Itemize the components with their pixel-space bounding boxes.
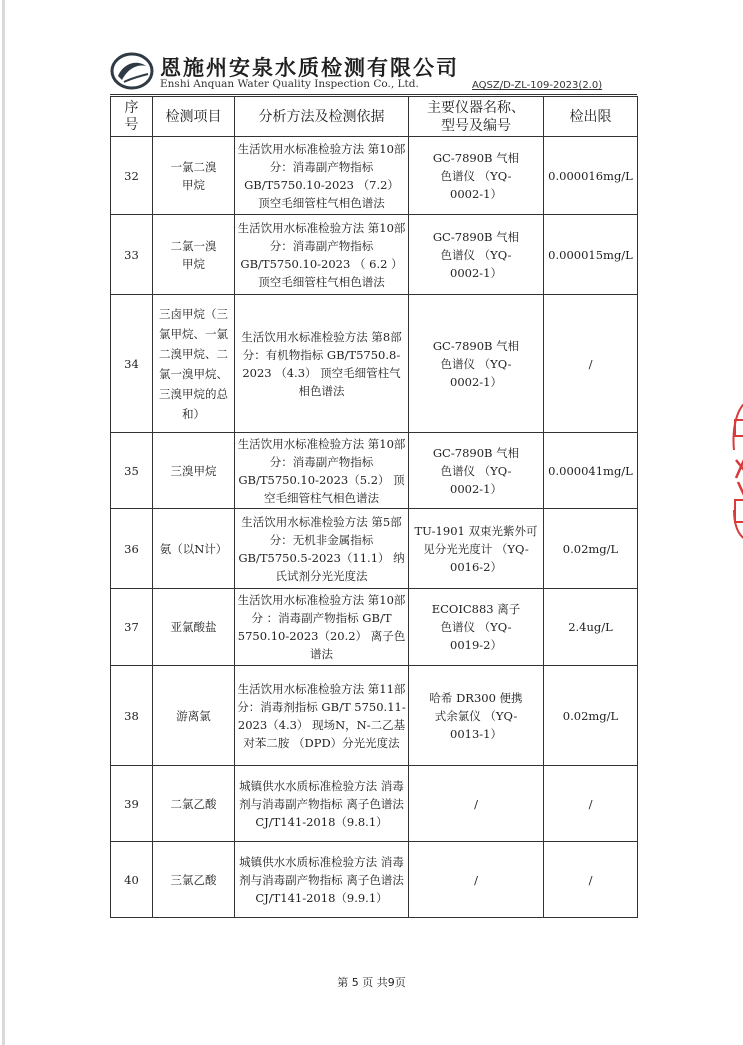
row-no: 33 (111, 215, 153, 295)
row-item: 一氯二溴甲烷 (153, 137, 235, 215)
row-method: 生活饮用水标准检验方法 第8部分：有机物指标 GB/T5750.8-2023 （4.3） 顶空毛细管柱气相色谱法 (235, 295, 409, 433)
row-limit: / (544, 842, 638, 918)
row-method: 生活饮用水标准检验方法 第10部分 ：消毒副产物指标 GB/T 5750.10-2023（20.2） 离子色谱法 (235, 589, 409, 666)
table-header-row (111, 97, 638, 137)
row-instrument: ECOIC883 离子色谱仪 （YQ-0019-2） (409, 589, 544, 666)
company-logo-icon (110, 52, 154, 90)
row-instrument: GC-7890B 气相色谱仪 （YQ-0002-1） (409, 215, 544, 295)
row-item: 二氯乙酸 (153, 766, 235, 842)
table-row (111, 295, 638, 433)
row-instrument: TU-1901 双束光紫外可见分光光度计 （YQ-0016-2） (409, 509, 544, 589)
row-instrument: GC-7890B 气相色谱仪 （YQ-0002-1） (409, 137, 544, 215)
page-header (110, 50, 640, 100)
row-no: 35 (111, 433, 153, 509)
document-code: AQSZ/D-ZL-109-2023(2.0) (472, 80, 603, 91)
row-limit: 0.000041mg/L (544, 433, 638, 509)
row-limit: 0.000015mg/L (544, 215, 638, 295)
row-limit: 0.02mg/L (544, 509, 638, 589)
row-instrument: 哈希 DR300 便携式余氯仪 （YQ-0013-1） (409, 666, 544, 766)
row-method: 生活饮用水标准检验方法 第10部分：消毒副产物指标 GB/T5750.10-2023（5.2） 顶空毛细管柱气相色谱法 (235, 433, 409, 509)
red-seal-stamp-icon (726, 400, 743, 545)
table-row (111, 215, 638, 295)
column-header-instrument: 主要仪器名称、型号及编号 (409, 97, 544, 137)
row-item: 亚氯酸盐 (153, 589, 235, 666)
column-header-no: 序号 (111, 97, 153, 137)
row-limit: 0.02mg/L (544, 666, 638, 766)
row-instrument: GC-7890B 气相色谱仪 （YQ-0002-1） (409, 295, 544, 433)
page-edge (2, 0, 5, 1045)
row-item: 氨（以N计） (153, 509, 235, 589)
row-instrument: GC-7890B 气相色谱仪 （YQ-0002-1） (409, 433, 544, 509)
row-no: 37 (111, 589, 153, 666)
table-row (111, 137, 638, 215)
row-method: 城镇供水水质标准检验方法 消毒剂与消毒副产物指标 离子色谱法 CJ/T141-2018（9.8.1） (235, 766, 409, 842)
row-limit: / (544, 766, 638, 842)
row-item: 二氯一溴甲烷 (153, 215, 235, 295)
table-row (111, 433, 638, 509)
row-limit: 0.000016mg/L (544, 137, 638, 215)
row-method: 生活饮用水标准检验方法 第5部分：无机非金属指标 GB/T5750.5-2023（11.1） 纳氏试剂分光光度法 (235, 509, 409, 589)
header-rule (110, 94, 637, 95)
row-limit: 2.4ug/L (544, 589, 638, 666)
row-item: 游离氯 (153, 666, 235, 766)
row-no: 40 (111, 842, 153, 918)
inspection-methods-table (110, 96, 638, 918)
row-method: 城镇供水水质标准检验方法 消毒剂与消毒副产物指标 离子色谱法 CJ/T141-2018（9.9.1） (235, 842, 409, 918)
row-item: 三卤甲烷（三氯甲烷、一氯二溴甲烷、二氯一溴甲烷、三溴甲烷的总和） (153, 295, 235, 433)
table-row (111, 766, 638, 842)
page-number: 第 5 页 共9页 (337, 976, 406, 989)
table-row (111, 589, 638, 666)
column-header-method: 分析方法及检测依据 (235, 97, 409, 137)
row-method: 生活饮用水标准检验方法 第11部分：消毒剂指标 GB/T 5750.11-2023（4.3） 现场N，N-二乙基对苯二胺 （DPD）分光光度法 (235, 666, 409, 766)
row-item: 三氯乙酸 (153, 842, 235, 918)
row-no: 39 (111, 766, 153, 842)
table-row (111, 666, 638, 766)
row-method: 生活饮用水标准检验方法 第10部分：消毒副产物指标 GB/T5750.10-2023 （7.2） 顶空毛细管柱气相色谱法 (235, 137, 409, 215)
company-name-cn: 恩施州安泉水质检测有限公司 (160, 55, 459, 80)
row-instrument: / (409, 842, 544, 918)
row-no: 34 (111, 295, 153, 433)
company-name-en: Enshi Anquan Water Quality Inspection Co., Ltd. (160, 78, 419, 90)
table-row (111, 509, 638, 589)
row-instrument: / (409, 766, 544, 842)
row-no: 36 (111, 509, 153, 589)
column-header-item: 检测项目 (153, 97, 235, 137)
column-header-limit: 检出限 (544, 97, 638, 137)
row-item: 三溴甲烷 (153, 433, 235, 509)
row-no: 38 (111, 666, 153, 766)
row-no: 32 (111, 137, 153, 215)
row-method: 生活饮用水标准检验方法 第10部分：消毒副产物指标 GB/T5750.10-2023 （ 6.2 ） 顶空毛细管柱气相色谱法 (235, 215, 409, 295)
row-limit: / (544, 295, 638, 433)
table-row (111, 842, 638, 918)
